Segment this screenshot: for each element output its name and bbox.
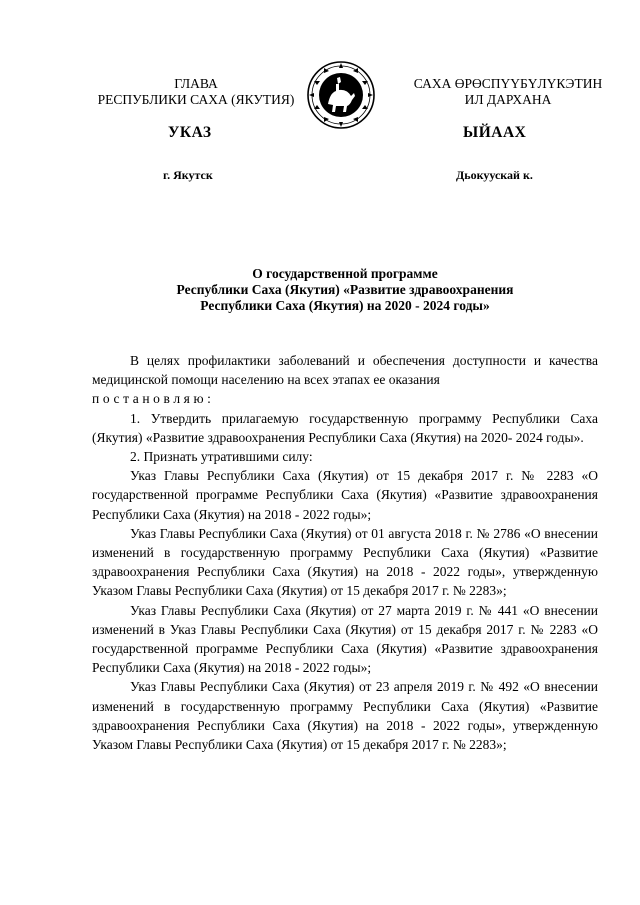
- issuer-left: [80, 76, 312, 108]
- issuer-right-line2: ИЛ ДАРХАНА: [464, 92, 552, 107]
- document-title-line3: Республики Саха (Якутия) на 2020 - 2024 годы»: [200, 298, 490, 313]
- city-russian: г. Якутск: [163, 168, 213, 182]
- intro-text: В целях профилактики заболеваний и обеспечения доступности и качества медицинской помощи населению на всех этапах ее оказания: [92, 353, 598, 388]
- document-title: [90, 266, 600, 314]
- issuer-right: [388, 76, 628, 108]
- document-title-line1: О государственной программе: [252, 266, 438, 281]
- intro-paragraph: [92, 351, 598, 409]
- repealed-decree-4: Указ Главы Республики Саха (Якутия) от 23 апреля 2019 г. № 492 «О внесении изменений в государственную программу Республики Саха (Якутия) «Развитие здравоохранения Республики Саха (Якутия) на 2018 - 2022 годы», утвержденную Указом Главы Республики Саха (Якутия) от 15 декабря 2017 г. № 2283»;: [92, 679, 598, 753]
- repealed-decree-2: Указ Главы Республики Саха (Якутия) от 01 августа 2018 г. № 2786 «О внесении изменений в государственную программу Республики Саха (Якутия) «Развитие здравоохранения Республики Саха (Якутия) на 2018 - 2022 годы», утвержденную Указом Главы Республики Саха (Якутия) от 15 декабря 2017 г. № 2283»;: [92, 525, 598, 599]
- item-1: 1. Утвердить прилагаемую государственную программу Республики Саха (Якутия) «Развитие здравоохранения Республики Саха (Якутия) на 2020- 2024 годы».: [92, 410, 598, 445]
- issuer-left-line1: ГЛАВА: [174, 76, 218, 91]
- decree-title-russian: УКАЗ: [168, 124, 212, 141]
- document-title-line2: Республики Саха (Якутия) «Развитие здравоохранения: [176, 282, 514, 297]
- repealed-decree-1: Указ Главы Республики Саха (Якутия) от 15 декабря 2017 г. № 2283 «О государственной программе Республики Саха (Якутия) «Развитие здравоохранения Республики Саха (Якутия) на 2018 - 2022 годы»;: [92, 468, 598, 522]
- issuer-left-line2: РЕСПУБЛИКИ САХА (ЯКУТИЯ): [97, 92, 295, 107]
- item-2: 2. Признать утратившими силу:: [130, 449, 313, 465]
- document-body: [92, 351, 598, 754]
- city-yakut: Дьокуускай к.: [456, 168, 533, 182]
- issuer-right-line1: САХА ӨРӨСПҮҮБҮЛҮКЭТИН: [413, 76, 603, 91]
- repealed-decree-3: Указ Главы Республики Саха (Якутия) от 27 марта 2019 г. № 441 «О внесении изменений в Указ Главы Республики Саха (Якутия) от 15 декабря 2017 г. № 2283 «О государственной программе Республики Саха (Якутия) «Развитие здравоохранения Республики Саха (Якутия) на 2018 - 2022 годы»;: [92, 602, 598, 676]
- decree-title-yakut: ЫЙААХ: [463, 124, 527, 141]
- coat-of-arms-emblem: [306, 60, 376, 130]
- decree-word: постановляю:: [92, 391, 215, 407]
